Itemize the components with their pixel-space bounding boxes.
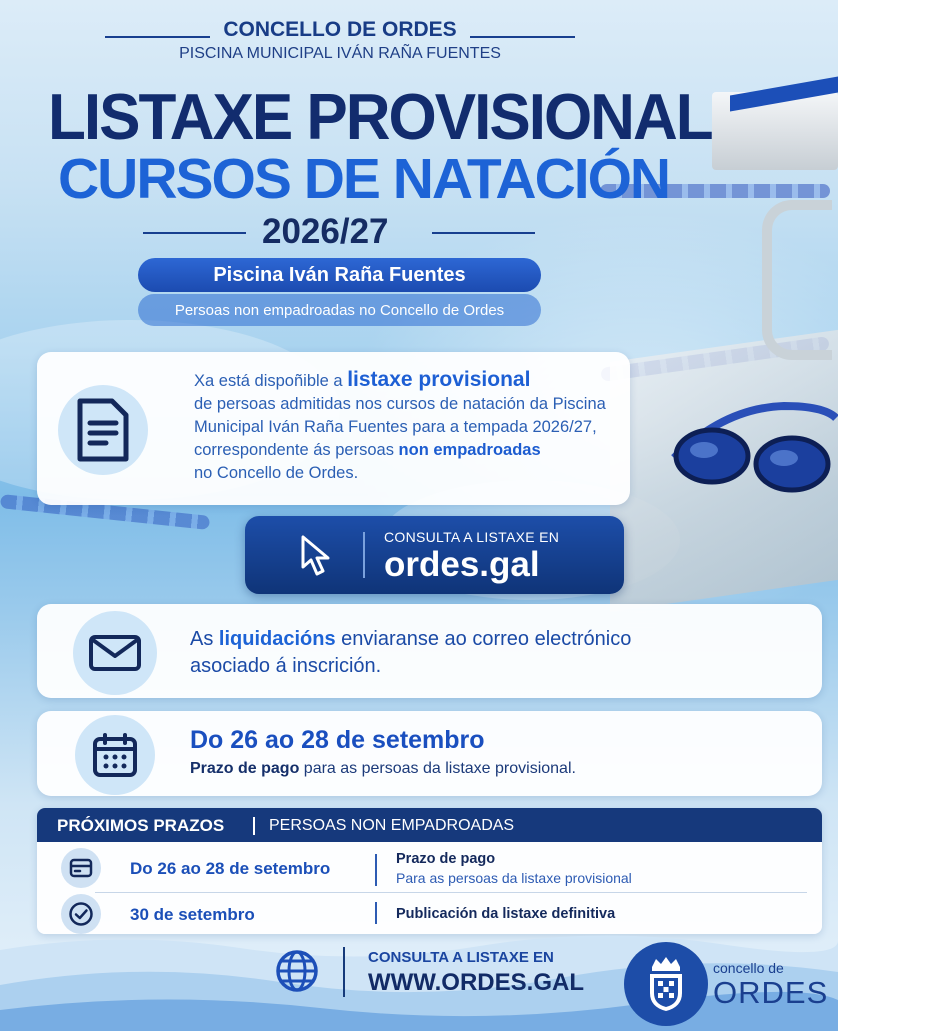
cta-separator [363,532,365,578]
row-1-separator [375,854,377,886]
row-2-date: 30 de setembro [130,905,255,924]
coat-of-arms-icon [644,955,688,1013]
cta-url[interactable]: ordes.gal [384,545,540,584]
mail-text: As liquidacións enviaranse ao correo electrónico asociado á inscrición. [190,628,632,677]
logo-wordmark: ORDES [713,975,829,1010]
row-1-title: Prazo de pago [396,851,496,867]
envelope-icon [73,611,157,695]
row-2-title: Publicación da listaxe definitiva [396,906,616,922]
organization-name: CONCELLO DE ORDES [223,18,457,41]
mail-highlight: liquidacións [218,628,336,650]
table-header-title: PRÓXIMOS PRAZOS [57,816,225,835]
pool-ladder-rail [762,200,832,360]
swim-goggles-image [664,388,838,498]
table-header-audience: PERSOAS NON EMPADROADAS [269,817,515,834]
payment-description: Prazo de pago para as persoas da listaxe provisional. [190,760,576,777]
title-line-1: LISTAXE PROVISIONAL [48,81,712,154]
logo-caption: concello de [713,960,784,976]
info-text: Xa está dispoñible a listaxe provisional de persoas admitidas nos cursos de natación da Piscina Municipal Iván Raña Fuentes para a tempada 2026/27, correspondente ás persoas non empadroadas no Concello de Ordes. [194,368,606,482]
row-1-subtitle: Para as persoas da listaxe provisional [396,870,632,886]
season-year: 2026/27 [262,212,389,251]
consult-list-button[interactable] [245,516,624,594]
venue-name: PISCINA MUNICIPAL IVÁN RAÑA FUENTES [179,45,501,62]
concello-ordes-logo [624,942,708,1026]
venue-pill: Piscina Iván Raña Fuentes [138,258,541,292]
info-highlight: listaxe provisional [347,368,531,391]
footer-separator [343,947,345,997]
calendar-icon [75,715,155,795]
globe-icon [275,949,319,993]
row-2-separator [375,902,377,924]
row-1-date: Do 26 ao 28 de setembro [130,859,331,878]
deadlines-table-header [37,808,822,842]
title-line-2: CURSOS DE NATACIÓN [58,147,670,211]
table-header-separator [253,817,255,835]
cursor-icon [299,534,333,578]
card-icon [61,848,101,888]
year-line-left [143,232,246,234]
row-divider [95,892,807,893]
cta-label: CONSULTA A LISTAXE EN [384,529,560,545]
audience-pill: Persoas non empadroadas no Concello de Ordes [138,294,541,326]
check-circle-icon [61,894,101,934]
document-icon [58,385,148,475]
footer-label: CONSULTA A LISTAXE EN [368,949,554,966]
payment-dates: Do 26 ao 28 de setembro [190,726,485,754]
info-highlight-2: non empadroadas [398,441,541,459]
footer-url[interactable]: WWW.ORDES.GAL [368,969,584,996]
year-line-right [432,232,535,234]
deadlines-table [37,808,822,934]
